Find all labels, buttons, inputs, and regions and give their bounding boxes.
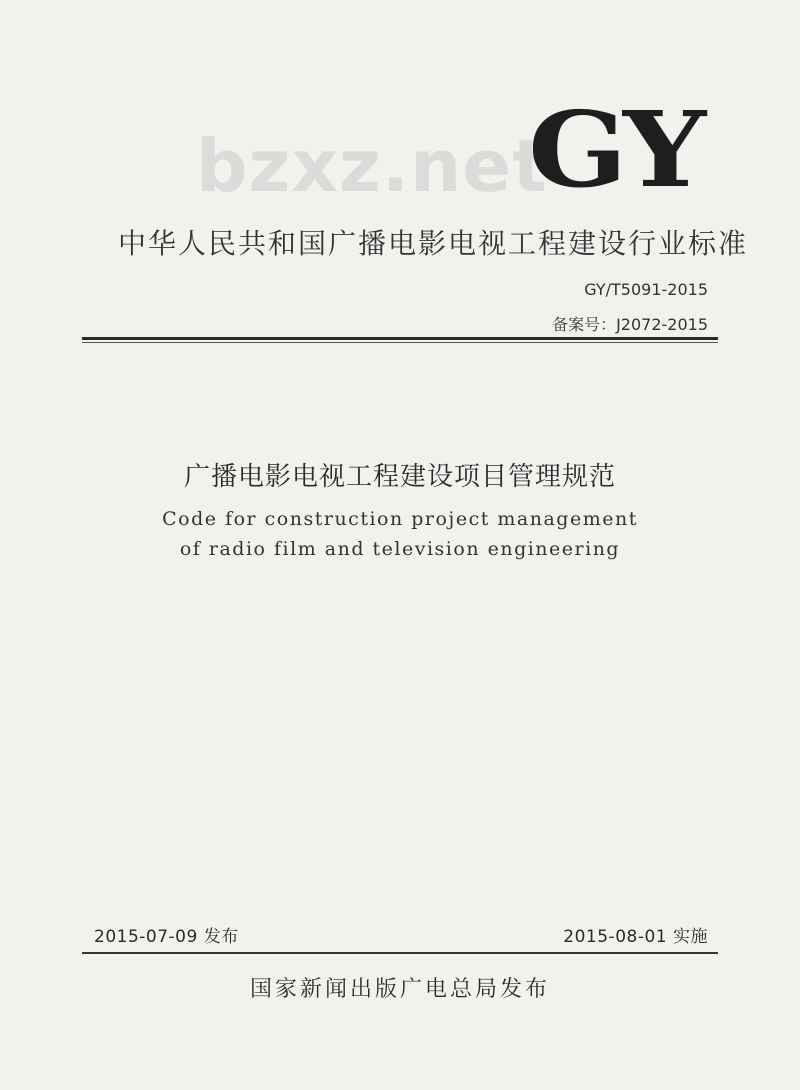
footer-rule bbox=[82, 952, 718, 954]
issue-date: 2015-07-09 发布 bbox=[94, 927, 239, 947]
document-title-en-line2: of radio film and television engineering bbox=[179, 538, 621, 560]
implementation-date: 2015-08-01 实施 bbox=[563, 927, 708, 947]
header-rule-thick bbox=[82, 337, 718, 340]
watermark: bzxz.net bbox=[196, 124, 548, 208]
standard-number: GY/T5091-2015 bbox=[584, 280, 708, 299]
gy-logo: GY bbox=[528, 88, 702, 211]
industry-standard-title: 中华人民共和国广播电影电视工程建设行业标准 bbox=[118, 227, 749, 260]
document-title-cn: 广播电影电视工程建设项目管理规范 bbox=[183, 462, 616, 492]
filing-number: 备案号：J2072-2015 bbox=[552, 315, 708, 334]
publisher: 国家新闻出版广电总局发布 bbox=[249, 977, 550, 1002]
document-title-en-line1: Code for construction project management bbox=[162, 508, 638, 530]
header-rule-thin bbox=[82, 342, 718, 343]
